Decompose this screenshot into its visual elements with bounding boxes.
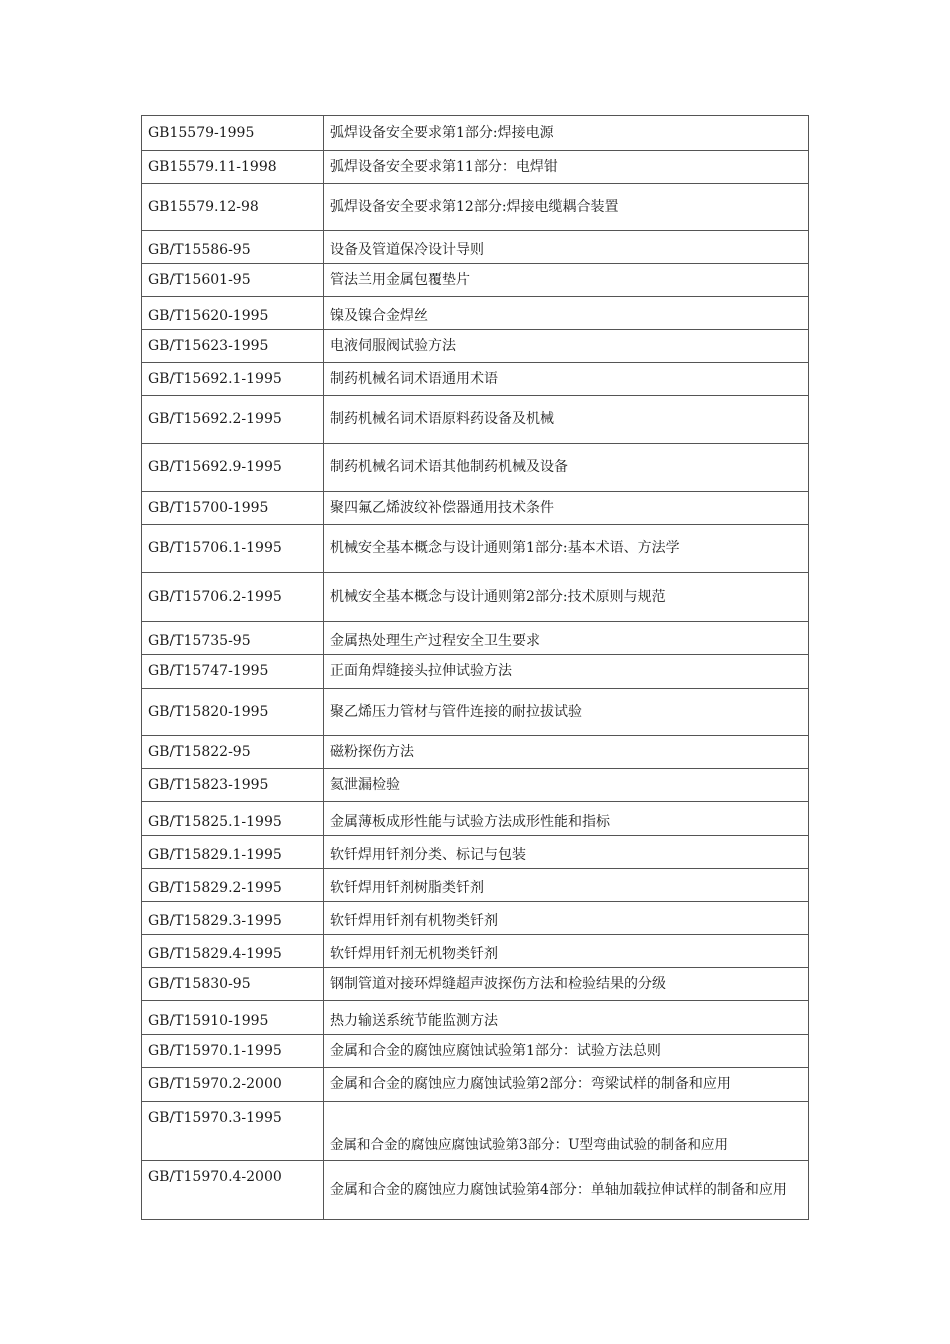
table-row [142, 492, 809, 525]
standard-title: 聚四氟乙烯波纹补偿器通用技术条件 [324, 492, 809, 525]
standard-code: GB/T15830-95 [142, 968, 324, 1001]
table-row [142, 573, 809, 622]
standard-code: GB/T15829.4-1995 [142, 935, 324, 968]
table-row [142, 769, 809, 802]
standard-code: GB15579.12-98 [142, 184, 324, 231]
standard-title: 聚乙烯压力管材与管件连接的耐拉拔试验 [324, 689, 809, 736]
table-row [142, 396, 809, 444]
standard-code: GB/T15586-95 [142, 231, 324, 264]
standard-title: 金属和合金的腐蚀应力腐蚀试验第2部分：弯梁试样的制备和应用 [324, 1068, 809, 1102]
table-row [142, 689, 809, 736]
standard-code: GB/T15601-95 [142, 264, 324, 297]
standard-title: 设备及管道保冷设计导则 [324, 231, 809, 264]
standard-title: 机械安全基本概念与设计通则第2部分:技术原则与规范 [324, 573, 809, 622]
standard-title: 制药机械名词术语其他制药机械及设备 [324, 444, 809, 492]
table-row [142, 1161, 809, 1220]
standard-title: 正面角焊缝接头拉伸试验方法 [324, 655, 809, 689]
table-row [142, 935, 809, 968]
table-row [142, 968, 809, 1001]
standard-code: GB/T15970.1-1995 [142, 1035, 324, 1068]
standard-title: 制药机械名词术语原料药设备及机械 [324, 396, 809, 444]
standard-code: GB15579.11-1998 [142, 151, 324, 184]
standard-code: GB/T15692.1-1995 [142, 363, 324, 396]
table-row [142, 363, 809, 396]
standard-title: 弧焊设备安全要求第12部分:焊接电缆耦合装置 [324, 184, 809, 231]
standard-code: GB/T15823-1995 [142, 769, 324, 802]
table-row [142, 1001, 809, 1035]
standard-title: 热力输送系统节能监测方法 [324, 1001, 809, 1035]
table-row [142, 869, 809, 902]
standard-code: GB/T15910-1995 [142, 1001, 324, 1035]
standard-code: GB/T15970.2-2000 [142, 1068, 324, 1102]
table-row [142, 184, 809, 231]
standard-code: GB/T15970.3-1995 [142, 1102, 324, 1161]
standard-code: GB/T15706.1-1995 [142, 525, 324, 573]
table-row [142, 525, 809, 573]
standard-title: 金属薄板成形性能与试验方法成形性能和指标 [324, 802, 809, 836]
standard-title: 镍及镍合金焊丝 [324, 297, 809, 330]
standard-code: GB/T15820-1995 [142, 689, 324, 736]
standard-title: 弧焊设备安全要求第1部分:焊接电源 [324, 116, 809, 151]
standard-code: GB/T15829.2-1995 [142, 869, 324, 902]
standard-title: 金属热处理生产过程安全卫生要求 [324, 622, 809, 655]
standard-title: 机械安全基本概念与设计通则第1部分:基本术语、方法学 [324, 525, 809, 573]
standard-code: GB/T15829.3-1995 [142, 902, 324, 935]
table-row [142, 297, 809, 330]
standard-code: GB/T15825.1-1995 [142, 802, 324, 836]
standard-title: 制药机械名词术语通用术语 [324, 363, 809, 396]
standard-code: GB/T15735-95 [142, 622, 324, 655]
standard-title: 软钎焊用钎剂树脂类钎剂 [324, 869, 809, 902]
standard-title: 软钎焊用钎剂无机物类钎剂 [324, 935, 809, 968]
standard-title: 金属和合金的腐蚀应力腐蚀试验第4部分：单轴加载拉伸试样的制备和应用 [324, 1161, 809, 1220]
table-row [142, 902, 809, 935]
table-row [142, 836, 809, 869]
table-row [142, 1068, 809, 1102]
table-row [142, 802, 809, 836]
standard-code: GB/T15970.4-2000 [142, 1161, 324, 1220]
table-row [142, 655, 809, 689]
standard-title: 金属和合金的腐蚀应腐蚀试验第1部分：试验方法总则 [324, 1035, 809, 1068]
table-row [142, 1102, 809, 1161]
table-row [142, 444, 809, 492]
table-row [142, 1035, 809, 1068]
standard-title: 磁粉探伤方法 [324, 736, 809, 769]
standard-title: 氦泄漏检验 [324, 769, 809, 802]
standard-title: 弧焊设备安全要求第11部分：电焊钳 [324, 151, 809, 184]
table-row [142, 116, 809, 151]
standard-title: 管法兰用金属包覆垫片 [324, 264, 809, 297]
standard-code: GB/T15822-95 [142, 736, 324, 769]
standard-title: 钢制管道对接环焊缝超声波探伤方法和检验结果的分级 [324, 968, 809, 1001]
standard-title: 金属和合金的腐蚀应腐蚀试验第3部分：U型弯曲试验的制备和应用 [324, 1102, 809, 1161]
standard-code: GB/T15747-1995 [142, 655, 324, 689]
table-row [142, 736, 809, 769]
table-row [142, 264, 809, 297]
standard-code: GB/T15692.2-1995 [142, 396, 324, 444]
standard-title: 软钎焊用钎剂有机物类钎剂 [324, 902, 809, 935]
table-row [142, 151, 809, 184]
table-row [142, 622, 809, 655]
standard-code: GB/T15692.9-1995 [142, 444, 324, 492]
standard-code: GB/T15620-1995 [142, 297, 324, 330]
table-row [142, 330, 809, 363]
standards-table [141, 115, 809, 1220]
standard-code: GB15579-1995 [142, 116, 324, 151]
standard-title: 电液伺服阀试验方法 [324, 330, 809, 363]
standard-code: GB/T15706.2-1995 [142, 573, 324, 622]
standard-code: GB/T15829.1-1995 [142, 836, 324, 869]
standard-code: GB/T15700-1995 [142, 492, 324, 525]
table-row [142, 231, 809, 264]
standard-code: GB/T15623-1995 [142, 330, 324, 363]
standard-title: 软钎焊用钎剂分类、标记与包装 [324, 836, 809, 869]
